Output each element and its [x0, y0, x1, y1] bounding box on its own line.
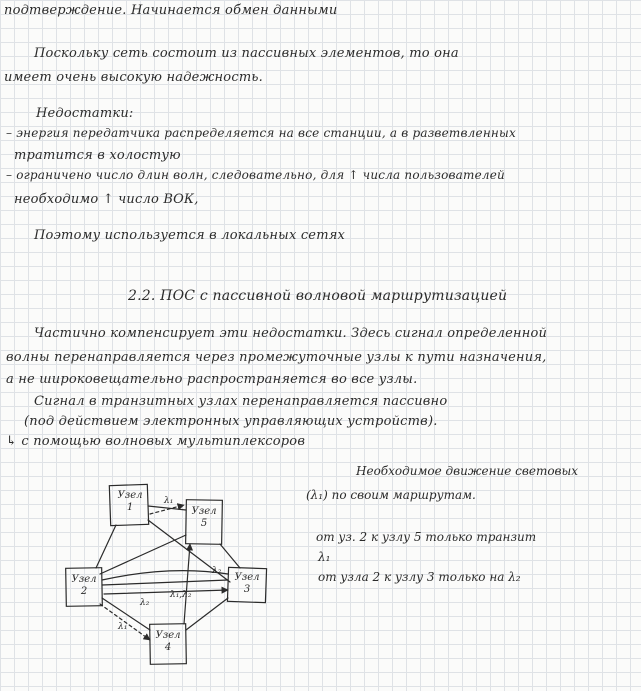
drawback-2a: – ограничено число длин волн, следовательно, для ↑ числа пользователей: [6, 168, 505, 182]
note-line-2: (λ₁) по своим маршрутам.: [306, 488, 476, 502]
note-line-1: Необходимое движение световых: [356, 464, 579, 478]
link-2-5: [100, 535, 186, 574]
node-5-label: Узел 5: [191, 506, 217, 529]
section-line-1: Частично компенсирует эти недостатки. Здесь сигнал определенной: [34, 326, 548, 341]
link-2-3: [102, 580, 228, 585]
link-4-5: [184, 544, 190, 624]
section-line-4: Сигнал в транзитных узлах перенаправляется пассивно: [34, 394, 448, 409]
intro-line-2: имеет очень высокую надежность.: [4, 70, 263, 85]
node-2-label: Узел 2: [71, 574, 97, 597]
section-line-3: а не широковещательно распространяется во все узлы.: [6, 372, 418, 387]
section-line-6: ↳ с помощью волновых мультиплексоров: [6, 434, 306, 449]
conclusion-line: Поэтому используется в локальных сетях: [34, 228, 346, 243]
link-3-2-curve: [102, 571, 228, 580]
link-4-3: [186, 598, 228, 630]
note-line-4: λ₁: [318, 550, 331, 564]
lambda-label-right: λ₂: [212, 566, 222, 576]
confirm-line: подтверждение. Начинается обмен данными: [4, 3, 338, 18]
lambda-label-2-4: λ₁: [118, 622, 128, 632]
note-line-3: от уз. 2 к узлу 5 только транзит: [316, 530, 537, 544]
intro-line-1: Поскольку сеть состоит из пассивных элементов, то она: [34, 46, 459, 61]
lambda-label-top: λ₁: [164, 496, 174, 506]
section-line-5: (под действием электронных управляющих устройств).: [24, 414, 438, 429]
node-1-label: Узел 1: [117, 490, 143, 513]
drawback-1a: – энергия передатчика распределяется на все станции, а в разветвленных: [6, 126, 516, 140]
section-line-2: волны перенаправляется через промежуточные узлы к пути назначения,: [6, 350, 547, 365]
lambda-label-2-3: λ₂: [140, 598, 150, 608]
drawback-2b: необходимо ↑ число ВОК,: [14, 192, 199, 207]
note-line-5: от узла 2 к узлу 3 только на λ₂: [318, 570, 521, 584]
node-3-label: Узел 3: [234, 572, 260, 595]
link-1-2: [96, 525, 116, 568]
section-heading: 2.2. ПОС с пассивной волновой маршрутизацией: [128, 288, 508, 304]
link-5-3: [220, 544, 240, 568]
link-2-3-arrow: [104, 590, 228, 594]
lambda-label-center: λ₁,λ₂: [170, 590, 192, 600]
node-4-label: Узел 4: [155, 630, 181, 653]
drawbacks-title: Недостатки:: [36, 106, 134, 121]
drawback-1b: тратится в холостую: [14, 148, 181, 163]
